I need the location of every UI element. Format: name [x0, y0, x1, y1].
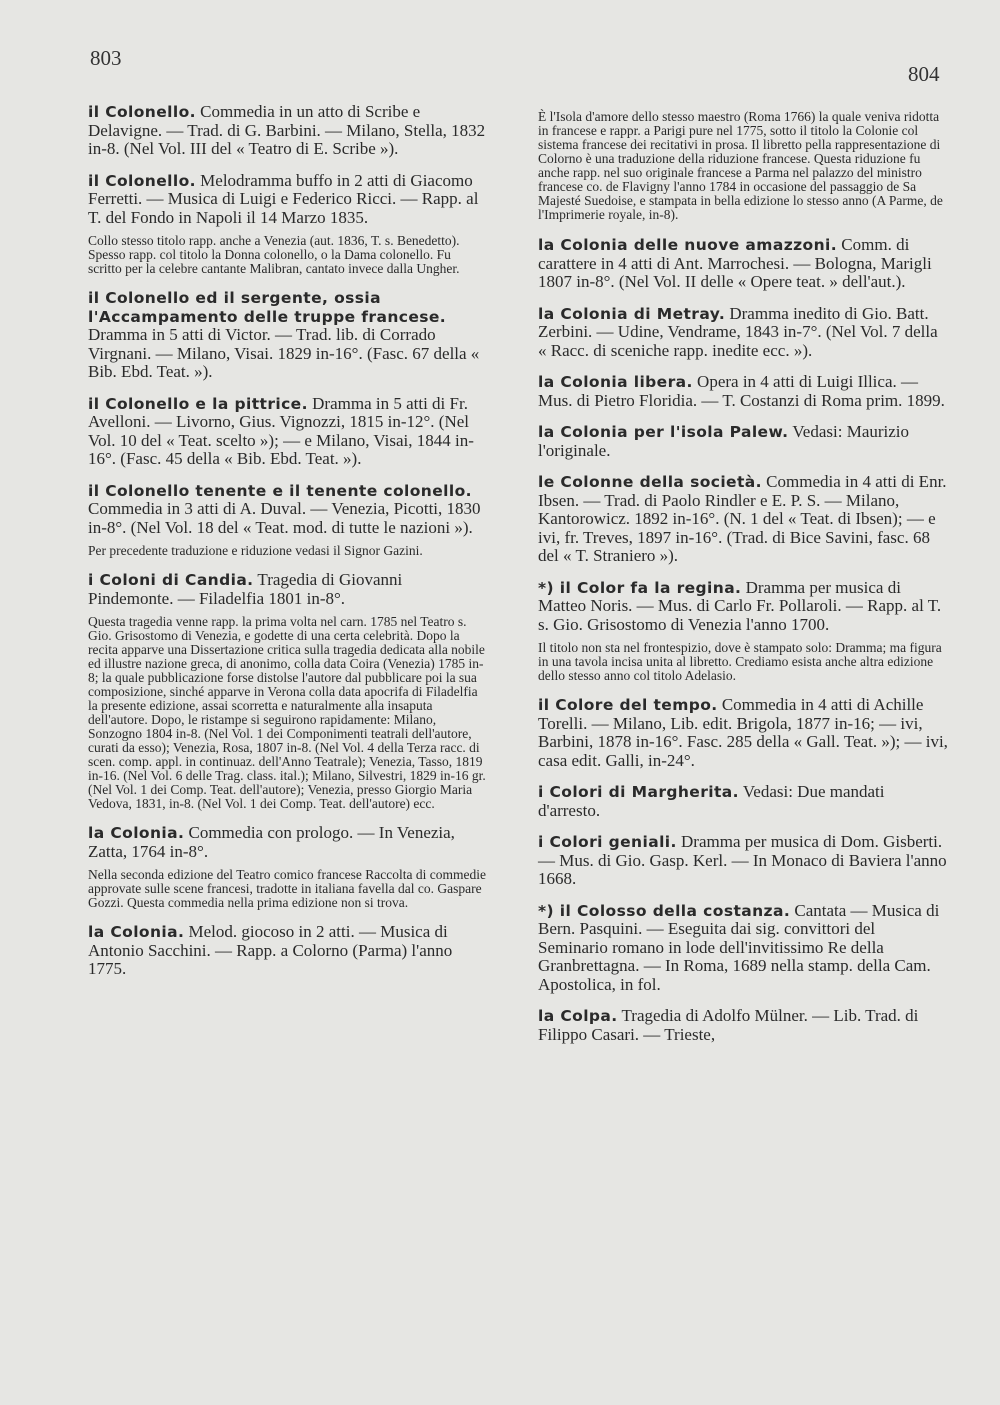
entry-text: Commedia in un atto di Scribe e Delavigne. — Trad. di G. Barbini. — Milano, Stella, 1832 in-8. (Nel Vol. III del « Teatro di E. Scribe »).: [88, 102, 486, 158]
entry-text: Commedia con prologo. — In Venezia, Zatta, 1764 in-8°.: [88, 823, 455, 861]
dictionary-entry: [538, 1007, 948, 1044]
entry-headword: il Colonello.: [88, 171, 196, 190]
dictionary-entry: [88, 395, 488, 469]
entry-text: Melodramma buffo in 2 atti di Giacomo Ferretti. — Musica di Luigi e Federico Ricci. — Rapp. al T. del Fondo in Napoli il 14 Marzo 1835.: [88, 170, 479, 227]
entry-text: Tragedia di Giovanni Pindemonte. — Filadelfia 1801 in-8°.: [88, 570, 403, 608]
entry-note: Per precedente traduzione e riduzione vedasi il Signor Gazini.: [88, 543, 423, 558]
dictionary-entry: [88, 172, 488, 228]
entry-note: È l'Isola d'amore dello stesso maestro (Roma 1766) la quale veniva ridotta in francese e rappr. a Parigi pure nel 1775, sotto il titolo la Colonie col sistema francese dei recitativi in prosa. Il libretto pella rappresentazione di Colorno è una traduzione della riduzione francese. Questa riduzione fu anche rapp. nel suo originale francese a Parma nel palazzo del ministro francese co. de Flavigny l'anno 1784 in occasione del passaggio de Sa Majesté Suedoise, e stampata in bella edizione lo stesso anno (A Parme, de l'Imprimerie royale, in-8).: [538, 109, 943, 222]
dictionary-entry: [88, 923, 488, 979]
dictionary-entry: [538, 783, 948, 820]
entry-headword: il Colore del tempo.: [538, 696, 718, 714]
entry-text: Dramma inedito di Gio. Batt. Zerbini. — Udine, Vendrame, 1843 in-7°. (Nel Vol. 7 della « Racc. di sceniche rapp. inedite ecc. »).: [538, 303, 938, 360]
entry-headword: il Colonello e la pittrice.: [88, 394, 308, 413]
dictionary-entry: [538, 579, 948, 635]
entry-text: Dramma per musica di Dom. Gisberti. — Mus. di Gio. Gasp. Kerl. — In Monaco di Baviera l'anno 1668.: [538, 832, 947, 888]
entry-headword: la Colonia.: [88, 824, 185, 842]
page-number-right: 804: [908, 62, 940, 86]
entry-headword: i Colori di Margherita.: [538, 783, 739, 801]
dictionary-entry: [538, 473, 948, 566]
entry-text: Commedia in 3 atti di A. Duval. — Venezia, Picotti, 1830 in-8°. (Nel Vol. 18 del « Teat. mod. di tutte le nazioni »).: [88, 499, 481, 537]
entry-headword: *) il Colosso della costanza.: [538, 901, 791, 920]
entry-headword: il Colonello.: [88, 103, 196, 121]
dictionary-entry: [538, 373, 948, 410]
entry-headword: i Colori geniali.: [538, 833, 677, 851]
entry-text: Vedasi: Maurizio l'originale.: [538, 422, 910, 460]
left-column: [88, 103, 488, 992]
dictionary-entry: [88, 482, 488, 538]
entry-headword: la Colpa.: [538, 1007, 618, 1025]
dictionary-entry: [88, 824, 488, 861]
entry-headword: *) il Color fa la regina.: [538, 578, 742, 597]
dictionary-entry: [88, 103, 488, 159]
dictionary-entry: [538, 833, 948, 889]
entry-text: Dramma in 5 atti di Fr. Avelloni. — Livorno, Gius. Vignozzi, 1815 in-12°. (Nel Vol. 10 del « Teat. scelto »); — e Milano, Visai, 1844 in-16°. (Fasc. 45 della « Bib. Ebd. Teat. »).: [88, 393, 474, 468]
dictionary-entry: [88, 289, 488, 382]
entry-headword: le Colonne della società.: [538, 473, 762, 491]
dictionary-entry: [538, 236, 948, 292]
entry-headword: la Colonia delle nuove amazzoni.: [538, 236, 838, 254]
entry-text: Tragedia di Adolfo Mülner. — Lib. Trad. di Filippo Casari. — Trieste,: [538, 1006, 919, 1044]
entry-note: Questa tragedia venne rapp. la prima volta nel carn. 1785 nel Teatro s. Gio. Grisostomo di Venezia, e godette di una certa celebrità. Dopo la recita apparve una Dissertazione critica sulla tragedia dedicata alla nobile ed illustre nazione greca, di anonimo, colla data Coira (Venezia) 1785 in-8; la quale pubblicazione forse distolse l'autore dal pubblicare poi la sua composizione, sinché apparve in Verona colla data apocrifa di Filadelfia la presente edizione, assai scorretta e naturalmente alla insaputa dell'autore. Dopo, le ristampe si seguirono rapidamente: Milano, Sonzogno 1804 in-8. (Nel Vol. 1 dei Componimenti teatrali dell'autore, curati da esso); Venezia, Rosa, 1807 in-8. (Nel Vol. 4 della Terza racc. di scen. comp. appl. in continuaz. dell'Anno Teatrale); Venezia, Tasso, 1819 in-16. (Nel Vol. 6 delle Trag. class. ital.); Milano, Silvestri, 1829 in-16 gr. (Nel Vol. 1 dei Comp. Teat. dell'autore); Venezia, presso Giorgio Maria Vedova, 1831, in-8. (Nel Vol. 1 dei Comp. Teat. dell'autore) ecc.: [88, 614, 486, 811]
page-number-left: 803: [90, 46, 122, 70]
entry-note: Collo stesso titolo rapp. anche a Venezia (aut. 1836, T. s. Benedetto). Spesso rapp. col titolo la Donna colonello, o la Dama colonello. Fu scritto per la celebre cantante Malibran, cantato invece dalla Ungher.: [88, 233, 460, 276]
right-column: [538, 110, 948, 1057]
entry-text: Opera in 4 atti di Luigi Illica. — Mus. di Pietro Floridia. — T. Costanzi di Roma prim. 1899.: [538, 372, 945, 410]
entry-headword: i Coloni di Candia.: [88, 571, 254, 589]
entry-text: Dramma per musica di Matteo Noris. — Mus. di Carlo Fr. Pollaroli. — Rapp. al T. s. Gio. Grisostomo di Venezia l'anno 1700.: [538, 577, 942, 634]
entry-note: Nella seconda edizione del Teatro comico francese Raccolta di commedie approvate sulle scene francesi, tradotte in italiana favella dal co. Gaspare Gozzi. Questa commedia nella prima edizione non si trova.: [88, 867, 486, 910]
entry-headword: il Colonello tenente e il tenente colonello.: [88, 481, 472, 500]
entry-text: Dramma in 5 atti di Victor. — Trad. lib. di Corrado Virgnani. — Milano, Visai. 1829 in-16°. (Fasc. 67 della « Bib. Ebd. Teat. »).: [88, 325, 480, 381]
entry-text: Comm. di carattere in 4 atti di Ant. Marrochesi. — Bologna, Marigli 1807 in-8°. (Nel Vol. II delle « Opere teat. » dell'aut.).: [538, 235, 932, 291]
dictionary-entry: [538, 902, 948, 995]
entry-text: Cantata — Musica di Bern. Pasquini. — Eseguita dai sig. convittori del Seminario romano in lode dell'invitissimo Re della Granbrettagna. — In Roma, 1689 nella stamp. della Cam. Apostolica, in fol.: [538, 900, 940, 994]
entry-text: Melod. giocoso in 2 atti. — Musica di Antonio Sacchini. — Rapp. a Colorno (Parma) l'anno 1775.: [88, 922, 453, 978]
entry-headword: la Colonia libera.: [538, 373, 693, 391]
dictionary-entry: [538, 696, 948, 770]
entry-headword: la Colonia.: [88, 923, 185, 941]
dictionary-entry: [88, 571, 488, 608]
dictionary-entry: [538, 305, 948, 361]
entry-text: Vedasi: Due mandati d'arresto.: [538, 782, 885, 820]
entry-text: Commedia in 4 atti di Achille Torelli. — Milano, Lib. edit. Brigola, 1877 in-16; — ivi, Barbini, 1878 in-16°. Fasc. 285 della « Gall. Teat. »); — ivi, casa edit. Galli, in-24°.: [538, 695, 948, 770]
entry-headword: la Colonia di Metray.: [538, 304, 726, 323]
entry-text: Commedia in 4 atti di Enr. Ibsen. — Trad. di Paolo Rindler e E. P. S. — Milano, Kantorowicz. 1892 in-16°. (N. 1 del « Teat. di Ibsen); — e ivi, fr. Treves, 1897 in-16°. (Trad. di Bice Savini, fasc. 68 del « T. Straniero »).: [538, 472, 947, 565]
entry-note: Il titolo non sta nel frontespizio, dove è stampato solo: Dramma; ma figura in una tavola incisa unita al libretto. Crediamo esista anche altra edizione dello stesso anno col titolo Adelasio.: [538, 640, 942, 683]
entry-headword: il Colonello ed il sergente, ossia l'Accampamento delle truppe francese.: [88, 289, 447, 326]
dictionary-entry: [538, 423, 948, 460]
entry-headword: la Colonia per l'isola Palew.: [538, 423, 789, 441]
